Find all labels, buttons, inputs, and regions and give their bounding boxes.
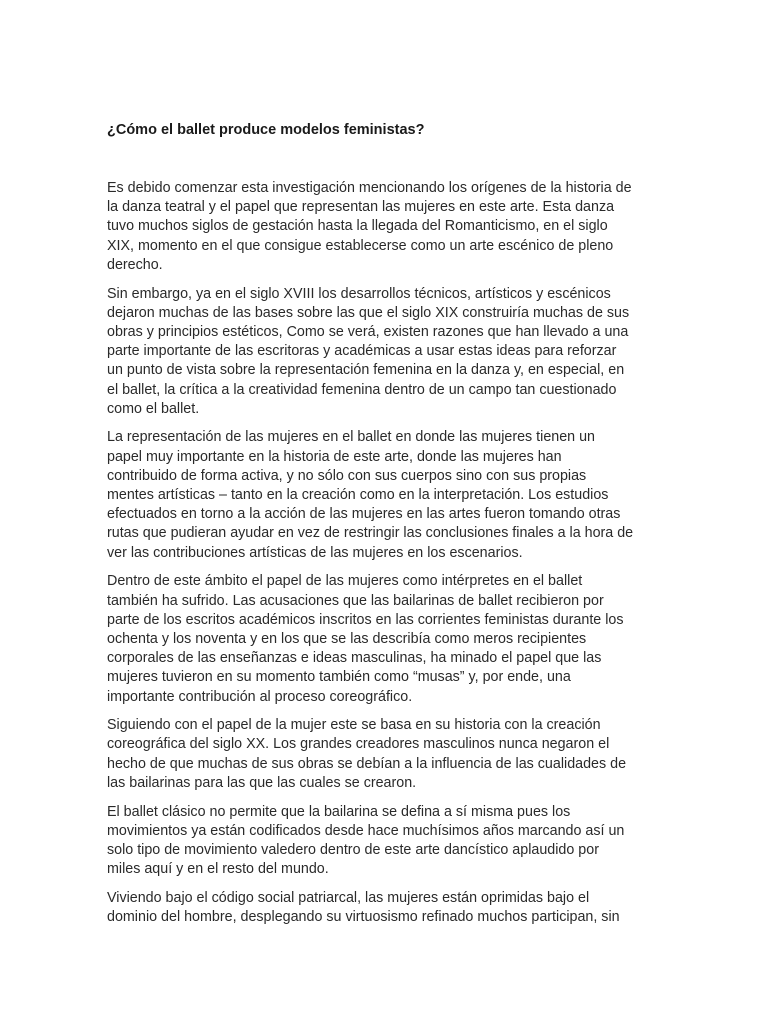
paragraph [107, 285, 667, 419]
paragraph-line: el ballet, la crítica a la creatividad femenina dentro de un campo tan cuestionado [107, 381, 617, 398]
paragraph-line: también ha sufrido. Las acusaciones que las bailarinas de ballet recibieron por [107, 592, 604, 609]
paragraph-line: miles aquí y en el resto del mundo. [107, 861, 329, 878]
paragraph-line: corporales de las enseñanzas e ideas masculinas, ha minado el papel que las [107, 650, 602, 667]
paragraph-line: derecho. [107, 256, 163, 273]
paragraph-line: las bailarinas para las que las cuales se crearon. [107, 774, 417, 791]
paragraph [107, 889, 667, 927]
paragraph [107, 716, 667, 793]
paragraph-line: mujeres tuvieron en su momento también como “musas” y, por ende, una [107, 669, 571, 686]
paragraph-line: Es debido comenzar esta investigación mencionando los orígenes de la historia de [107, 180, 632, 196]
paragraph-line: movimientos ya están codificados desde hace muchísimos años marcando así un [107, 822, 625, 839]
paragraph-line: un punto de vista sobre la representación femenina en la danza y, en especial, en [107, 362, 625, 379]
paragraph-line: dominio del hombre, desplegando su virtuosismo refinado muchos participan, sin [107, 909, 620, 926]
document-title: ¿Cómo el ballet produce modelos feministas? [107, 122, 425, 138]
paragraph [107, 428, 667, 562]
paragraph-line: dejaron muchas de las bases sobre las que el siglo XIX construiría muchas de sus [107, 304, 630, 321]
paragraph-line: la danza teatral y el papel que representan las mujeres en este arte. Esta danza [107, 199, 615, 216]
paragraph-line: rutas que pudieran ayudar en vez de restringir las conclusiones finales a la hora de [107, 525, 634, 542]
paragraph-line: La representación de las mujeres en el ballet en donde las mujeres tienen un [107, 429, 595, 446]
paragraph-line: obras y principios estéticos, Como se verá, existen razones que han llevado a una [107, 323, 629, 340]
paragraph [107, 179, 667, 275]
paragraph-line: parte importante de las escritoras y académicas a usar estas ideas para reforzar [107, 343, 617, 360]
paragraph-line: hecho de que muchas de sus obras se debían a la influencia de las cualidades de [107, 755, 627, 772]
paragraph [107, 803, 667, 880]
paragraph-line: efectuados en torno a la acción de las mujeres en las artes fueron tomando otras [107, 506, 621, 523]
paragraph-line: parte de los escritos académicos inscritos en las corrientes feministas durante los [107, 611, 624, 628]
paragraph-line: tuvo muchos siglos de gestación hasta la llegada del Romanticismo, en el siglo [107, 218, 608, 235]
paragraph-line: Siguiendo con el papel de la mujer este se basa en su historia con la creación [107, 717, 601, 734]
paragraph-line: Dentro de este ámbito el papel de las mujeres como intérpretes en el ballet [107, 573, 583, 590]
paragraph-line: coreográfica del siglo XX. Los grandes creadores masculinos nunca negaron el [107, 736, 610, 753]
paragraph-line: contribuido de forma activa, y no sólo con sus cuerpos sino con sus propias [107, 467, 587, 484]
paragraph-line: Sin embargo, ya en el siglo XVIII los desarrollos técnicos, artísticos y escénicos [107, 285, 611, 302]
paragraph-line: Viviendo bajo el código social patriarcal, las mujeres están oprimidas bajo el [107, 889, 590, 906]
document-page [107, 0, 667, 1024]
document-body [107, 179, 667, 937]
paragraph-line: importante contribución al proceso coreográfico. [107, 688, 413, 705]
paragraph-line: XIX, momento en el que consigue establecerse como un arte escénico de pleno [107, 237, 614, 254]
paragraph [107, 572, 667, 706]
paragraph-line: como el ballet. [107, 400, 200, 417]
paragraph-line: papel muy importante en la historia de este arte, donde las mujeres han [107, 448, 562, 465]
paragraph-line: El ballet clásico no permite que la bailarina se defina a sí misma pues los [107, 803, 571, 820]
paragraph-line: solo tipo de movimiento valedero dentro de este arte dancístico aplaudido por [107, 842, 599, 858]
paragraph-line: ver las contribuciones artísticas de las mujeres en los escenarios. [107, 544, 523, 561]
paragraph-line: ochenta y los noventa y en los que se las describía como meros recipientes [107, 630, 587, 647]
paragraph-line: mentes artísticas – tanto en la creación como en la interpretación. Los estudios [107, 487, 609, 504]
